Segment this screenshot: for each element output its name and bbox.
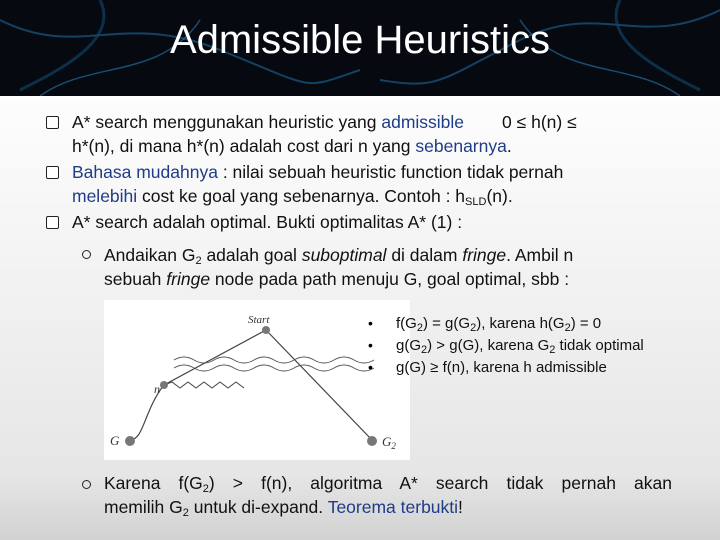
bullet-admissible: A* search menggunakan heuristic yang admissible 0 ≤ h(n) ≤ h*(n), di mana h*(n) adalah cost dari n yang sebenarnya. (72, 112, 577, 156)
start-node (262, 326, 270, 334)
sub-bullet-andaikan: Andaikan $G_2$ adalah goal suboptimal di dalam fringe. Ambil n sebuah fringe node pada path menuju G, goal optimal, sbb : (104, 245, 574, 289)
mini-bullet-dot-icon: • (368, 337, 373, 353)
highlight-admissible: admissible (381, 112, 465, 132)
highlight-teorema-terbukti: Teorema terbukti (327, 497, 459, 517)
highlight-sebenarnya: sebenarnya (415, 136, 507, 156)
label-n: n (154, 382, 160, 396)
proof-line-1: $f(G_2) = g(G_2)$, karena $h(G_2) = 0$ (396, 315, 602, 334)
highlight-bahasa-mudahnya: Bahasa mudahnya (72, 162, 218, 182)
highlight-melebihi: melebihi (72, 186, 138, 206)
proof-line-3: g(G) ≥ f(n), karena h admissible (396, 359, 607, 376)
bullet-checkbox-icon (46, 116, 59, 129)
proof-line-2: $g(G_2) > g(G)$, karena $G_2$ tidak optimal (396, 337, 644, 356)
label-g: G (110, 433, 120, 448)
sub-bullet-circle-icon (82, 480, 91, 489)
goal-g-node (125, 436, 135, 446)
bullet-optimal: A* search adalah optimal. Bukti optimalitas A* (1) : (72, 212, 463, 232)
n-node (160, 381, 168, 389)
title-banner (0, 0, 720, 96)
goal-g2-node (367, 436, 377, 446)
sub-bullet-karena: Karena $f(G_2) > f(n)$, algoritma A* search tidak pernah akan memilih $G_2$ untuk di-expand. Teorema terbukti! (104, 473, 672, 519)
search-tree-figure (104, 300, 410, 460)
label-start: Start (248, 314, 270, 326)
bullet-checkbox-icon (46, 166, 59, 179)
page-title: Admissible Heuristics (169, 18, 551, 62)
mini-bullet-dot-icon: • (368, 315, 373, 331)
label-g2: $G_2$ (382, 434, 396, 451)
mini-bullet-dot-icon: • (368, 359, 373, 375)
sub-bullet-circle-icon (82, 250, 91, 259)
bullet-bahasa-mudahnya: Bahasa mudahnya : nilai sebuah heuristic function tidak pernah melebihi cost ke goal yang sebenarnya. Contoh : $h_{SLD}(n)$. (72, 162, 564, 208)
bullet-checkbox-icon (46, 216, 59, 229)
